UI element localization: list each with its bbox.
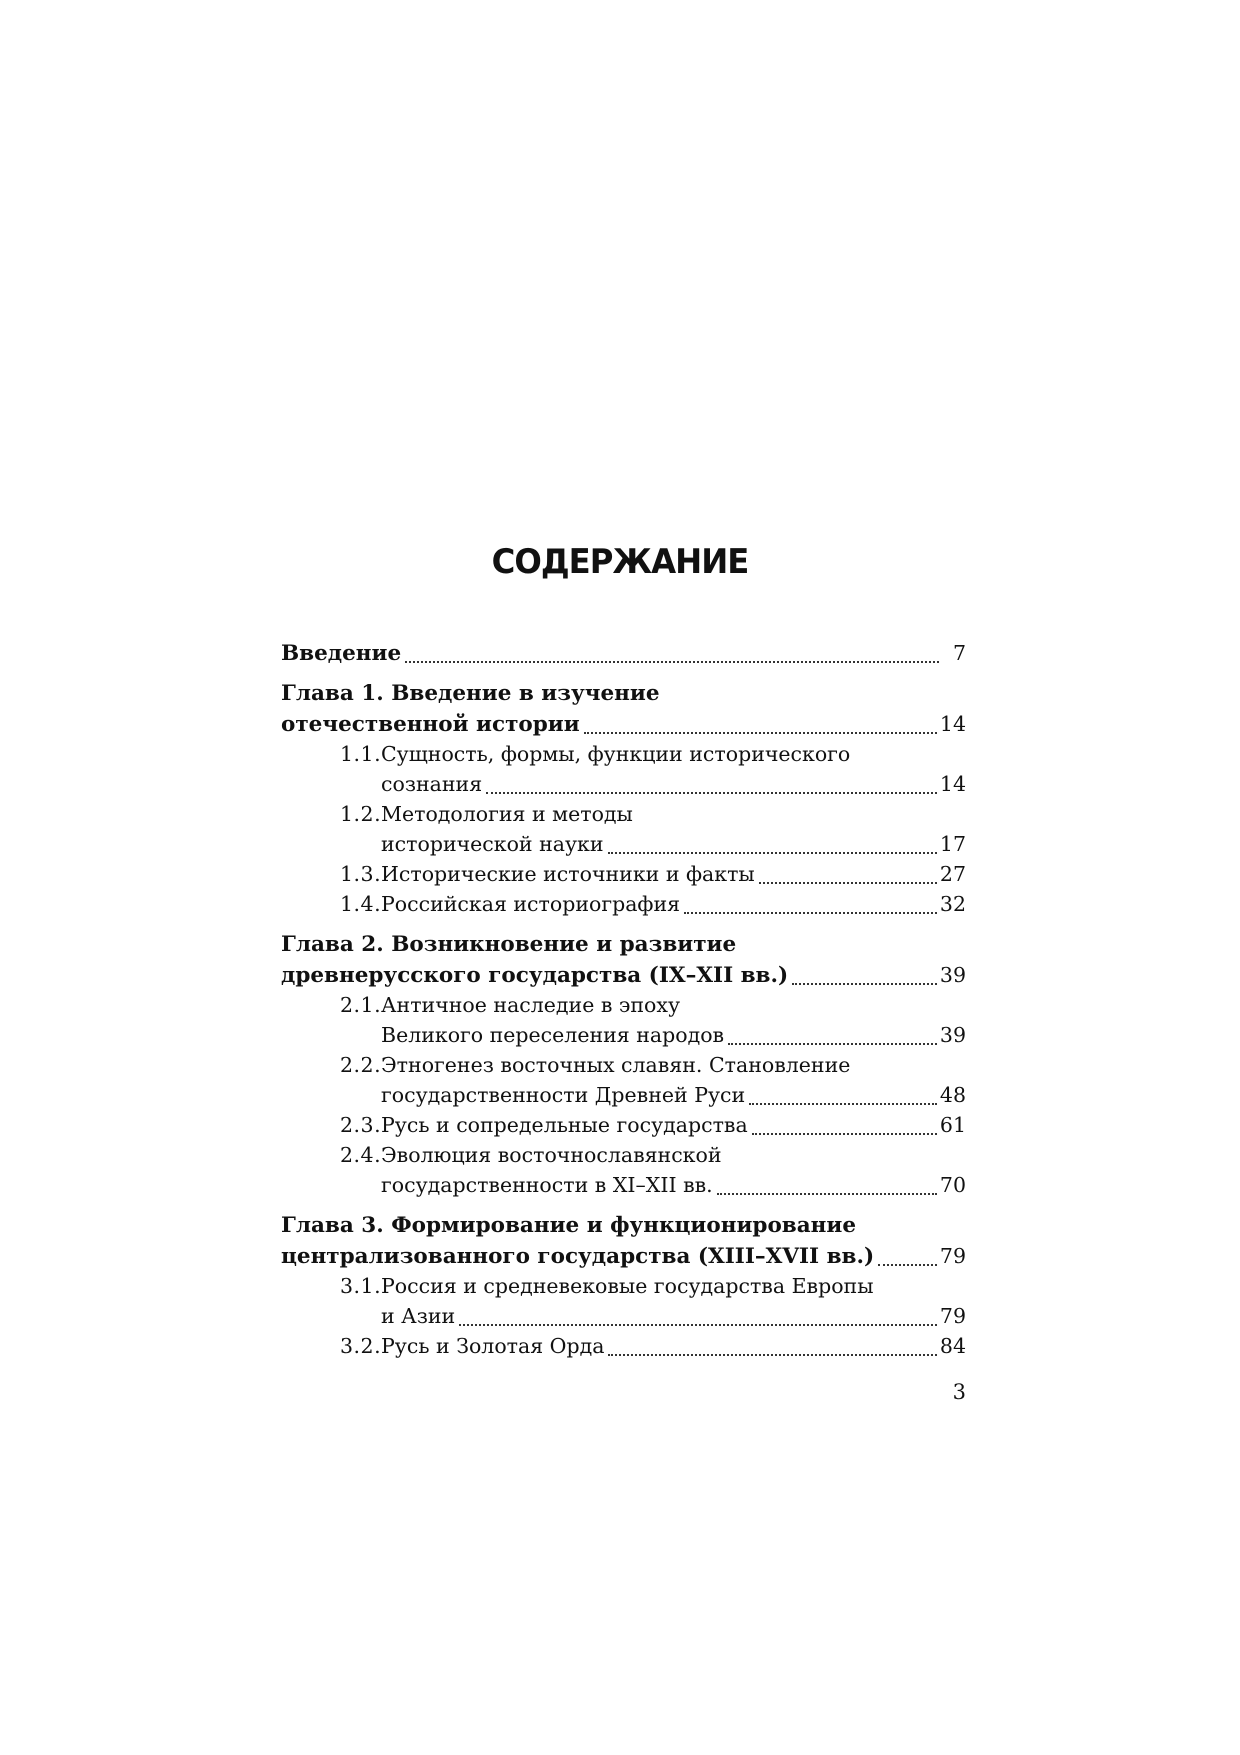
entry-title: Введение <box>281 641 402 666</box>
section-number: 2.4. <box>340 1143 382 1167</box>
toc-entry-3-1[interactable] <box>281 1271 966 1331</box>
dot-leader <box>486 792 937 794</box>
entry-title-cont: и Азии <box>381 1304 456 1328</box>
page-ref: 48 <box>939 1083 966 1107</box>
toc-entry-chapter-3[interactable] <box>281 1211 966 1271</box>
entry-title-cont: исторической науки <box>381 832 604 856</box>
entry-title: Глава 1. Введение в изучение <box>281 681 660 706</box>
entry-title-cont: древнерусского государства (IX–XII вв.) <box>281 963 789 988</box>
entry-title-cont: государственности в XI–XII вв. <box>381 1173 713 1197</box>
page-ref: 39 <box>939 963 966 987</box>
entry-title: Античное наследие в эпоху <box>381 993 681 1017</box>
table-of-contents <box>281 638 966 1361</box>
page-ref: 27 <box>939 862 966 886</box>
page-number: 3 <box>952 1380 966 1404</box>
dot-leader <box>405 661 939 663</box>
entry-title: Исторические источники и факты <box>381 862 755 886</box>
section-number: 3.1. <box>340 1274 382 1298</box>
page-ref: 61 <box>939 1113 966 1137</box>
page-ref: 17 <box>939 832 966 856</box>
section-number: 1.3. <box>340 862 382 886</box>
dot-leader <box>459 1324 937 1326</box>
entry-title-cont: государственности Древней Руси <box>381 1083 746 1107</box>
section-number: 1.1. <box>340 742 382 766</box>
toc-entry-3-2[interactable] <box>281 1331 966 1361</box>
dot-leader <box>728 1043 937 1045</box>
dot-leader <box>584 732 937 734</box>
section-number: 2.2. <box>340 1053 382 1077</box>
entry-title: Этногенез восточных славян. Становление <box>381 1053 851 1077</box>
entry-title: Русь и Золотая Орда <box>381 1334 605 1358</box>
dot-leader <box>684 912 937 914</box>
section-number: 1.4. <box>340 892 382 916</box>
dot-leader <box>752 1133 937 1135</box>
section-number: 2.3. <box>340 1113 382 1137</box>
entry-title-cont: сознания <box>381 772 483 796</box>
page-ref: 39 <box>939 1023 966 1047</box>
entry-title: Российская историография <box>381 892 681 916</box>
toc-entry-chapter-1[interactable] <box>281 679 966 739</box>
toc-entry-chapter-2[interactable] <box>281 930 966 990</box>
entry-title-cont: Великого переселения народов <box>381 1023 725 1047</box>
page-ref: 14 <box>939 772 966 796</box>
page-ref: 14 <box>939 712 966 736</box>
section-number: 3.2. <box>340 1334 382 1358</box>
toc-entry-2-4[interactable] <box>281 1140 966 1200</box>
toc-entry-1-4[interactable] <box>281 889 966 919</box>
toc-entry-1-1[interactable] <box>281 739 966 799</box>
page-title: СОДЕРЖАНИЕ <box>491 542 749 582</box>
dot-leader <box>608 852 937 854</box>
entry-title: Русь и сопредельные государства <box>381 1113 748 1137</box>
page-ref: 7 <box>952 641 966 665</box>
dot-leader <box>792 983 937 985</box>
dot-leader <box>608 1354 936 1356</box>
entry-title: Глава 3. Формирование и функционирование <box>281 1213 857 1238</box>
dot-leader <box>759 882 937 884</box>
toc-entry-2-3[interactable] <box>281 1110 966 1140</box>
page-ref: 84 <box>939 1334 966 1358</box>
toc-entry-2-1[interactable] <box>281 990 966 1050</box>
page-ref: 79 <box>939 1304 966 1328</box>
entry-title: Методология и методы <box>381 802 633 826</box>
toc-entry-intro[interactable] <box>281 638 966 668</box>
entry-title: Глава 2. Возникновение и развитие <box>281 932 737 957</box>
page-ref: 32 <box>939 892 966 916</box>
toc-entry-1-2[interactable] <box>281 799 966 859</box>
entry-title: Эволюция восточнославянской <box>381 1143 722 1167</box>
section-number: 2.1. <box>340 993 382 1017</box>
dot-leader <box>717 1193 937 1195</box>
entry-title-cont: отечественной истории <box>281 712 580 737</box>
dot-leader <box>878 1264 937 1266</box>
entry-title-cont: централизованного государства (XIII–XVII вв.) <box>281 1244 875 1269</box>
toc-entry-2-2[interactable] <box>281 1050 966 1110</box>
entry-title: Россия и средневековые государства Европы <box>381 1274 874 1298</box>
page-ref: 79 <box>939 1244 966 1268</box>
entry-title: Сущность, формы, функции исторического <box>381 742 851 766</box>
page-ref: 70 <box>939 1173 966 1197</box>
dot-leader <box>749 1103 937 1105</box>
section-number: 1.2. <box>340 802 382 826</box>
toc-entry-1-3[interactable] <box>281 859 966 889</box>
